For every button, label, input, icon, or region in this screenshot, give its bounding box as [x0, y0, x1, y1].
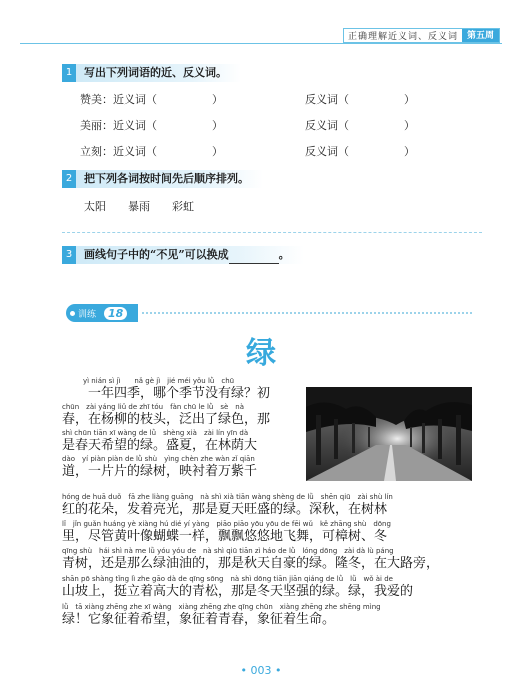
hanzi-line: 道，一片片的绿树，映衬着万紫千 — [62, 464, 258, 479]
antonym-blank[interactable]: 反义词（ ） — [305, 119, 415, 132]
word-list — [84, 198, 194, 214]
dotted-rule — [142, 312, 472, 314]
pinyin-line: dào yí piàn piàn de lǜ shù yìng chèn zhe wàn zǐ qiān — [62, 455, 255, 463]
pinyin-line: hóng de huā duǒ fā zhe liàng guāng nà shì xià tiān wàng shèng de lǜ shēn qiū zài shù lín — [62, 493, 393, 501]
answer-line[interactable] — [62, 232, 482, 233]
header-rule — [20, 43, 502, 44]
hanzi-line: 绿！它象征着希望，象征着青春，象征着生命。 — [62, 612, 336, 627]
hanzi-line: 红的花朵，发着亮光，那是夏天旺盛的绿。深秋，在树林 — [62, 502, 388, 517]
question-number: 2 — [62, 170, 76, 188]
hanzi-line: 山坡上，挺立着高大的青松，那是冬天坚强的绿。绿，我爱的 — [62, 584, 414, 599]
question-text-after: 。 — [278, 248, 290, 261]
passage-line — [62, 547, 439, 572]
antonym-blank[interactable]: 反义词（ ） — [305, 93, 415, 106]
pinyin-line: qīng shù hái shì nà me lǜ yóu yóu de nà shì qiū tiān zì háo de lǜ lóng dōng zài dà lù páng — [62, 547, 394, 555]
question-text: 写出下列词语的近、反义词。 — [76, 64, 241, 82]
question-text-before: 画线句子中的“不见”可以换成 — [84, 248, 229, 261]
pinyin-line: shì chūn tiān xī wàng de lǜ shèng xià zài lín yīn dà — [62, 429, 249, 437]
question-text: 把下列各词按时间先后顺序排列。 — [76, 170, 263, 188]
passage-line — [62, 455, 257, 480]
header-title: 正确理解近义词、反义词 — [347, 32, 458, 42]
lesson-title: 绿 — [246, 336, 276, 371]
word-item: 暴雨 — [128, 200, 150, 213]
passage-line — [62, 493, 393, 518]
pinyin-line: lǜ tā xiàng zhēng zhe xī wàng xiàng zhēng zhe qīng chūn xiàng zhēng zhe shēng mìng — [62, 603, 381, 611]
question-1-bar — [62, 64, 241, 82]
tree-lined-road-photo — [306, 387, 472, 481]
passage-line — [62, 377, 270, 402]
hanzi-line: 里，尽管黄叶像蝴蝶一样，飘飘悠悠地飞舞，可樟树、冬 — [62, 529, 388, 544]
hanzi-line: 是春天希望的绿。盛夏，在林荫大 — [62, 438, 258, 453]
passage-line — [62, 603, 381, 628]
tag-hole — [70, 311, 75, 316]
antonym-blank[interactable]: 反义词（ ） — [305, 145, 415, 158]
pinyin-line: lǐ jǐn guǎn huáng yè xiàng hú dié yí yàng piāo piāo yōu yōu de fēi wǔ kě zhāng shù dōng — [62, 520, 391, 528]
question-number: 1 — [62, 64, 76, 82]
hanzi-line: 春，在杨柳的枝头，泛出了绿色，那 — [62, 412, 271, 427]
hanzi-line: 青树，还是那么绿油油的，那是秋天自豪的绿。隆冬，在大路旁， — [62, 556, 440, 571]
training-tag — [66, 304, 138, 322]
passage-line — [62, 575, 413, 600]
pinyin-line: chūn zài yáng liǔ de zhī tóu fàn chū le lǜ sè nà — [62, 403, 244, 411]
tree-avenue-illustration — [306, 387, 472, 481]
question-text — [76, 246, 304, 264]
question-3-bar — [62, 246, 304, 264]
page-number: • 003 • — [240, 664, 282, 677]
synonym-blank[interactable]: 立刻：近义词（ ） — [80, 145, 223, 158]
pinyin-line: shān pō shàng tǐng lì zhe gāo dà de qīng sōng nà shì dōng tiān jiān qiáng de lǜ lǜ wǒ ài de — [62, 575, 393, 583]
fill-blank[interactable] — [229, 252, 279, 264]
passage-line — [62, 429, 257, 454]
synonym-blank[interactable]: 美丽：近义词（ ） — [80, 119, 223, 132]
word-item: 太阳 — [84, 200, 106, 213]
hanzi-line: 一年四季，哪个季节没有绿？初 — [62, 386, 271, 401]
question-2-bar — [62, 170, 263, 188]
word-item: 彩虹 — [172, 200, 194, 213]
question-number: 3 — [62, 246, 76, 264]
week-badge: 第五周 — [462, 29, 499, 42]
training-number: 18 — [104, 307, 127, 320]
passage-line — [62, 403, 270, 428]
passage-line — [62, 520, 391, 545]
header-tag — [343, 28, 500, 43]
pinyin-line: yì nián sì jì nǎ gè jì jié méi yǒu lǜ chū — [62, 377, 235, 385]
synonym-blank[interactable]: 赞美：近义词（ ） — [80, 93, 223, 106]
training-label: 训练 — [78, 309, 97, 320]
